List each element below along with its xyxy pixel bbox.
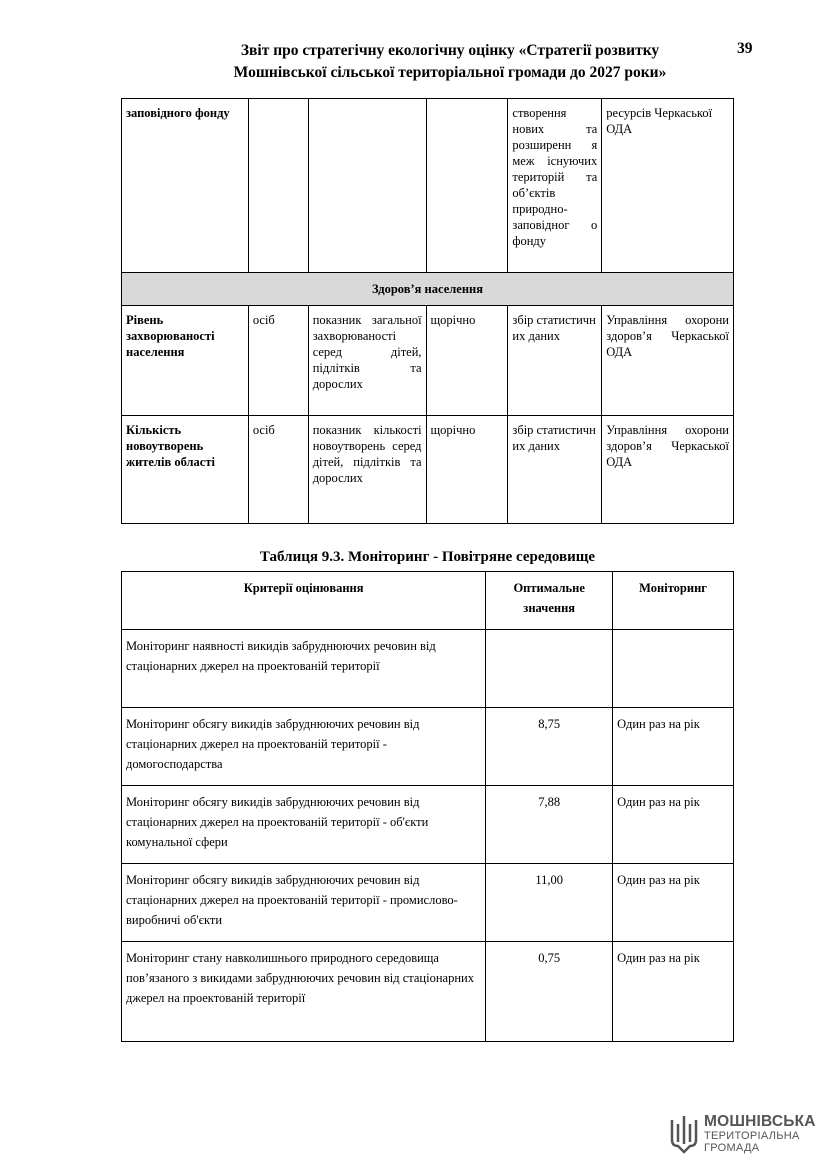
table-row bbox=[122, 786, 734, 864]
table-row bbox=[122, 630, 734, 708]
monitoring-cell bbox=[613, 630, 734, 708]
table-header-row bbox=[122, 572, 734, 630]
method-cell: створення нових та розширенн я меж існуючих територій та об’єктів природно-заповідног о фонду bbox=[508, 99, 602, 273]
responsible-cell: ресурсів Черкаської ОДА bbox=[602, 99, 734, 273]
header-line-2: Мошнівської сільської територіальної громади до 2027 роки» bbox=[233, 64, 667, 81]
responsible-cell: Управління охорони здоров’я Черкаської ОДА bbox=[602, 306, 734, 416]
criteria-header: Критерії оцінювання bbox=[122, 572, 486, 630]
indicator-cell: показник загальної захворюваності серед дітей, підлітків та дорослих bbox=[308, 306, 426, 416]
criterion-cell: Моніторинг обсягу викидів забруднюючих речовин від стаціонарних джерел на проектованій території - промислово-виробничі об'єкти bbox=[122, 864, 486, 942]
header-line-1: Звіт про стратегічну екологічну оцінку «Стратегії розвитку bbox=[240, 42, 660, 59]
criterion-cell: Моніторинг обсягу викидів забруднюючих речовин від стаціонарних джерел на проектованій території - домогосподарства bbox=[122, 708, 486, 786]
table-row bbox=[122, 942, 734, 1042]
table-row bbox=[122, 708, 734, 786]
section-title: Здоров’я населення bbox=[122, 273, 734, 306]
indicator-cell bbox=[308, 99, 426, 273]
unit-cell: осіб bbox=[248, 416, 308, 524]
monitoring-cell: Один раз на рік bbox=[613, 942, 734, 1042]
indicator-cell: показник кількості новоутворень серед дітей, підлітків та дорослих bbox=[308, 416, 426, 524]
monitoring-cell: Один раз на рік bbox=[613, 708, 734, 786]
air-monitoring-table bbox=[121, 571, 734, 1042]
responsible-cell: Управління охорони здоров’я Черкаської ОДА bbox=[602, 416, 734, 524]
optimal-cell: 8,75 bbox=[486, 708, 613, 786]
criterion-cell: Моніторинг стану навколишнього природного середовища пов’язаного з викидами забруднюючих речовин від стаціонарних джерел на проектованій території bbox=[122, 942, 486, 1042]
health-monitoring-table bbox=[121, 98, 734, 524]
page-number: 39 bbox=[737, 40, 753, 57]
monitoring-cell: Один раз на рік bbox=[613, 864, 734, 942]
criterion-cell: Моніторинг обсягу викидів забруднюючих речовин від стаціонарних джерел на проектованій території - об'єкти комунальної сфери bbox=[122, 786, 486, 864]
document-header bbox=[150, 40, 750, 84]
frequency-cell: щорічно bbox=[426, 306, 508, 416]
section-row bbox=[122, 273, 734, 306]
optimal-cell bbox=[486, 630, 613, 708]
logo-line-2: ТЕРИТОРІАЛЬНА bbox=[704, 1130, 800, 1142]
optimal-cell: 0,75 bbox=[486, 942, 613, 1042]
optimal-header: Оптимальне значення bbox=[486, 572, 613, 630]
unit-cell bbox=[248, 99, 308, 273]
table-row bbox=[122, 99, 734, 273]
optimal-cell: 11,00 bbox=[486, 864, 613, 942]
optimal-cell: 7,88 bbox=[486, 786, 613, 864]
table-row bbox=[122, 864, 734, 942]
criterion-cell: Моніторинг наявності викидів забруднюючих речовин від стаціонарних джерел на проектованій території bbox=[122, 630, 486, 708]
monitoring-cell: Один раз на рік bbox=[613, 786, 734, 864]
method-cell: збір статистичн их даних bbox=[508, 416, 602, 524]
table-row bbox=[122, 416, 734, 524]
frequency-cell: щорічно bbox=[426, 416, 508, 524]
logo-text bbox=[704, 1114, 816, 1154]
community-logo bbox=[668, 1113, 816, 1159]
monitoring-header: Моніторинг bbox=[613, 572, 734, 630]
table-row bbox=[122, 306, 734, 416]
trident-icon bbox=[668, 1114, 700, 1158]
criterion-cell: заповідного фонду bbox=[122, 99, 249, 273]
unit-cell: осіб bbox=[248, 306, 308, 416]
criterion-cell: Кількість новоутворень жителів області bbox=[122, 416, 249, 524]
logo-title: МОШНІВСЬКА bbox=[704, 1113, 816, 1130]
criterion-cell: Рівень захворюваності населення bbox=[122, 306, 249, 416]
table-caption: Таблиця 9.3. Моніторинг - Повітряне середовище bbox=[259, 549, 596, 565]
frequency-cell bbox=[426, 99, 508, 273]
logo-line-3: ГРОМАДА bbox=[704, 1142, 760, 1154]
method-cell: збір статистичн их даних bbox=[508, 306, 602, 416]
